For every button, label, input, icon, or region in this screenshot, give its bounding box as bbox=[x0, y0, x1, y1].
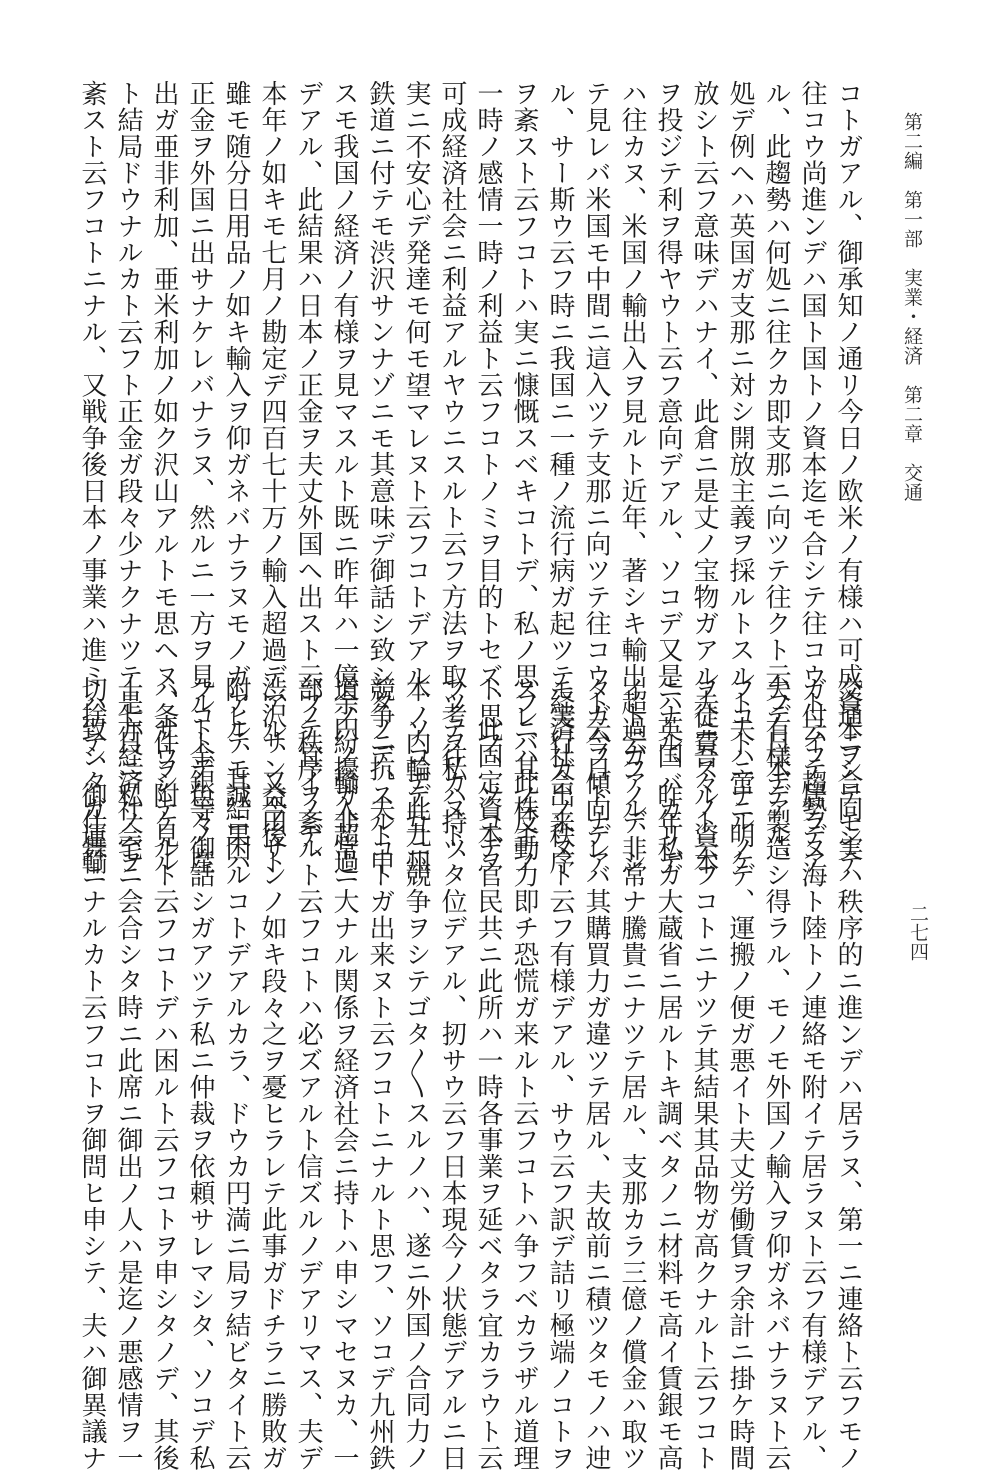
text-column: テ見レバ米国モ中間ニ這入ツテ支那ニ向ツテ往コウト云フ傾向デア bbox=[581, 80, 611, 875]
text-column: 交通ニシテモ実ハ秩序的ニ進ンデハ居ラヌ、第一ニ連絡ト云フモノ bbox=[833, 676, 863, 1471]
text-column: 一時ノ感情一時ノ利益ト云フコトノミヲ目的トセズ、此固定資本ヲ bbox=[473, 80, 503, 875]
text-column: 正金ヲ外国ニ出サナケレバナラヌ、然ルニ一方ヲ見ルト金銀等ノ産 bbox=[185, 80, 215, 875]
text-column: 切捨テ、御仕舞ニナルカト云フコトヲ御問ヒ申シテ、夫ハ御異議ナ bbox=[77, 676, 107, 1471]
page-number: 二七四 bbox=[907, 904, 929, 961]
text-column: ル、サー斯ウ云フ時ニ我国ニ一種ノ流行病ガ起ツテ経済社会ノ秩序 bbox=[545, 80, 575, 875]
text-column: ヲ紊スト云フコトハ実ニ慷慨スベキコトデ、私ノ思フニハ此株主ノ bbox=[509, 80, 539, 875]
text-column: スモ我国ノ経済ノ有様ヲ見マスルト既ニ昨年ハ一億余円ノ輸入超過 bbox=[329, 80, 359, 875]
text-column: 実ニ不安心デ発達モ何モ望マレヌト云フコトデアル、ソコデ此九州 bbox=[401, 80, 431, 875]
text-column: 本ノ内輪デ互ニ競争ヲシテゴタ〳〵スルノハ、遂ニ外国ノ合同力ノ bbox=[401, 676, 431, 1471]
text-column: コトガアル、御承知ノ通リ今日ノ欧米ノ有様ハ可成資本ヲ合同シテ bbox=[833, 80, 863, 875]
text-column: 夫デ日本デ製造シ得ラル、モノモ外国ノ輸入ヲ仰ガネバナラヌト云 bbox=[761, 676, 791, 1471]
text-column: 出ガ亜非利加、亜米利加ノ如ク沢山アルトモ思ヘヌ、サウシテ見ル bbox=[149, 80, 179, 875]
text-column: 放シト云フ意味デハナイ、此倉ニ是丈ノ宝物ガアル夫ニ吾々ノ資本 bbox=[689, 80, 719, 875]
text-column: ル、此趨勢ハ何処ニ往クカ即支那ニ向ツテ往クト云フ有様デアル、 bbox=[761, 80, 791, 875]
text-column: 競争ニ抗スルコトガ出来ヌト云フコトニナルト思フ、ソコデ九州鉄 bbox=[365, 676, 395, 1471]
text-column: 道ノ紛擾ガ非常ニ大ナル関係ヲ経済社会ニ持トハ申シマセヌカ、一 bbox=[329, 676, 359, 1471]
text-column: 十七日ニ私ノ宅ニ会合シタ時ニ此席ニ御出ノ人ハ是迄ノ悪感情ヲ一 bbox=[113, 676, 143, 1471]
text-column: イト云フノデ非常ナ騰貴ニナツテ居ル、支那カラ三億ノ償金ハ取ツ bbox=[617, 676, 647, 1471]
text-column: ヲ投ジテ利ヲ得ヤウト云フ意向デアル、ソコデ又是ハ英国バカリデ bbox=[653, 80, 683, 875]
text-column: スレバ其ノ反動力即チ恐慌ガ来ルト云フコトハ争フベカラザル道理 bbox=[509, 676, 539, 1471]
text-column: デアル、此結果ハ日本ノ正金ヲ夫丈外国ヘ出スト云フテ宜イノデ、 bbox=[293, 80, 323, 875]
text-column: ト結局ドウナルカト云フト正金ガ段々少ナクナツテ是亦経済社会ヲ bbox=[113, 80, 143, 875]
running-head: 第二編 第一部 実業・経済 第二章 交通 bbox=[901, 112, 923, 502]
text-column: 渋沢サン益田サンノ如キ段々之ヲ憂ヒラレテ此事ガドチラニ勝敗ガ bbox=[257, 676, 287, 1471]
text-column: 部ノ秩序ヲ紊ルト云フコトハ必ズアルト信ズルノデアリマス、夫デ bbox=[293, 676, 323, 1471]
text-column: 可成経済社会ニ利益アルヤウニスルト云フ方法ヲ取ツテ往カヌト、 bbox=[437, 80, 467, 875]
text-column: ニナル、昨年私ガ大蔵省ニ居ルトキ調ベタノニ材料モ高イ賃銀モ高 bbox=[653, 676, 683, 1471]
text-column: ト思フ、ソコデ官民共ニ此所ハ一時各事業ヲ延ベタラ宜カラウト云 bbox=[473, 676, 503, 1471]
text-column: フコトニナルノデ、運搬ノ便ガ悪イト夫丈労働賃ヲ余計ニ掛ケ時間 bbox=[725, 676, 755, 1471]
text-column: ガ付イテ居ラヌ海ト陸トノ連絡モ附イテ居ラヌト云フ有様デアル、 bbox=[797, 676, 827, 1471]
text-column: フ考ヲ私ハ持ツタ位デアル、扨サウ云フ日本現今ノ状態デアルニ日 bbox=[437, 676, 467, 1471]
text-column: 紊スト云フコトニナル、又戦争後日本ノ事業ハ進ミハ致シタガ運輸 bbox=[77, 80, 107, 875]
text-column: 処デ例ヘハ英国ガ支那ニ対シ開放主義ヲ採ルトスルト夫ハ啻ニ明ケ bbox=[725, 80, 755, 875]
text-column: タガ今日トナレバ其購買力ガ違ツテ居ル、夫故前ニ積ツタモノハ迚 bbox=[581, 676, 611, 1471]
text-column: ハ条件ヲ附ケルト云フコトデハ困ルト云フコトヲ申シタノデ、其後 bbox=[149, 676, 179, 1471]
text-column: 往コウ尚進ンデハ国ト国トノ資本迄モ合シテ往コウト云フ趨勢デア bbox=[797, 80, 827, 875]
text-column: 附ヒテモ誠ニ困ルコトデアルカラ、ドウカ円満ニ局ヲ結ビタイト云 bbox=[221, 676, 251, 1471]
text-column: 雖モ随分日用品ノ如キ輸入ヲ仰ガネバナラヌモノガアル、其結果ハ bbox=[221, 80, 251, 875]
text-column: 本年ノ如キモ七月ノ勘定デ四百七十万ノ輸入超過デアル、又今後ト bbox=[257, 80, 287, 875]
text-column: ヲ徒費スルト云フコトニナツテ其結果其品物ガ高クナルト云フコト bbox=[689, 676, 719, 1471]
text-column: ハ往カヌ、米国ノ輸出入ヲ見ルト近年、著シキ輸出超過ガアル、シ bbox=[617, 80, 647, 875]
text-column: フコトデ色々御話シガアツテ私ニ仲裁ヲ依頼サレマシタ、ソコデ私 bbox=[185, 676, 215, 1471]
text-column: モ実行ガ出来ヌト云フ有様デアル、サウ云フ訳デ詰リ極端ノコトヲ bbox=[545, 676, 575, 1471]
text-column: 鉄道ニ付テモ渋沢サンナゾニモ其意味デ御話シ致シタノデ、夫ト申 bbox=[365, 80, 395, 875]
